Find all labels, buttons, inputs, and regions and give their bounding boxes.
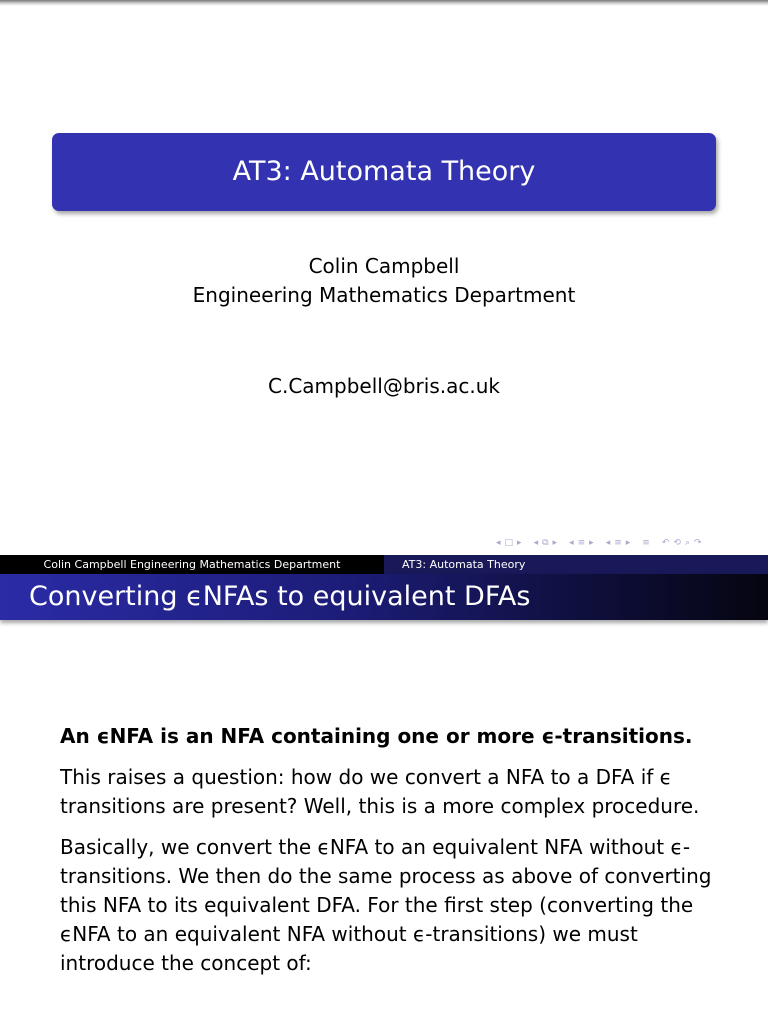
frame-title-bar (0, 574, 768, 620)
nav-frame-prev-icon[interactable]: ◂ (496, 538, 501, 548)
frame-title: Converting ϵNFAs to equivalent DFAs (29, 581, 531, 612)
nav-doc-next-icon[interactable]: ▸ (625, 538, 631, 548)
nav-section-icon[interactable]: ≡ (577, 538, 586, 548)
nav-section-next-icon[interactable]: ▸ (589, 538, 594, 548)
nav-section-prev-icon[interactable]: ◂ (569, 538, 574, 548)
nav-frame-next-icon[interactable]: ▸ (517, 538, 522, 548)
author-name: Colin Campbell (308, 254, 460, 278)
nav-search-icon[interactable]: ⌕ (684, 538, 690, 548)
nav-appendix-icon[interactable]: ≡ (642, 538, 650, 548)
author-block (0, 252, 768, 310)
procedure-paragraph: Basically, we convert the ϵNFA to an equivalent NFA without ϵ-transitions. We then do the same process as above of converting this NFA to its equivalent DFA. For the first step (converting the ϵNFA to an equivalent NFA without ϵ-transitions) we must introduce the concept of: (60, 835, 712, 975)
nav-doc-prev-icon[interactable]: ◂ (605, 538, 611, 548)
author-email: C.Campbell@bris.ac.uk (268, 374, 500, 398)
slide-content (60, 722, 720, 990)
slide-footer (0, 555, 768, 574)
definition-paragraph: An ϵNFA is an NFA containing one or more ϵ-transitions. (60, 724, 693, 748)
nav-subsection-icon[interactable]: ⧉ (542, 538, 549, 548)
page-top-edge (0, 0, 768, 6)
beamer-navigation-bar (496, 536, 762, 550)
nav-subsection-prev-icon[interactable]: ◂ (533, 538, 539, 548)
nav-forward-icon[interactable]: ↷ (693, 538, 702, 548)
footer-title: AT3: Automata Theory (384, 555, 768, 574)
nav-subsection-next-icon[interactable]: ▸ (552, 538, 558, 548)
author-department: Engineering Mathematics Department (192, 283, 576, 307)
slide-title: AT3: Automata Theory (232, 156, 536, 187)
question-paragraph: This raises a question: how do we convert a NFA to a DFA if ϵ transitions are present? Well, this is a more complex procedure. (60, 765, 700, 818)
nav-frame-icon[interactable]: □ (504, 538, 514, 548)
nav-doc-icon[interactable]: ≡ (614, 538, 622, 548)
slide-title-box (52, 133, 716, 211)
nav-refresh-icon[interactable]: ⟲ (673, 538, 681, 548)
footer-author: Colin Campbell Engineering Mathematics Department (0, 555, 384, 574)
nav-back-icon[interactable]: ↶ (661, 538, 670, 548)
